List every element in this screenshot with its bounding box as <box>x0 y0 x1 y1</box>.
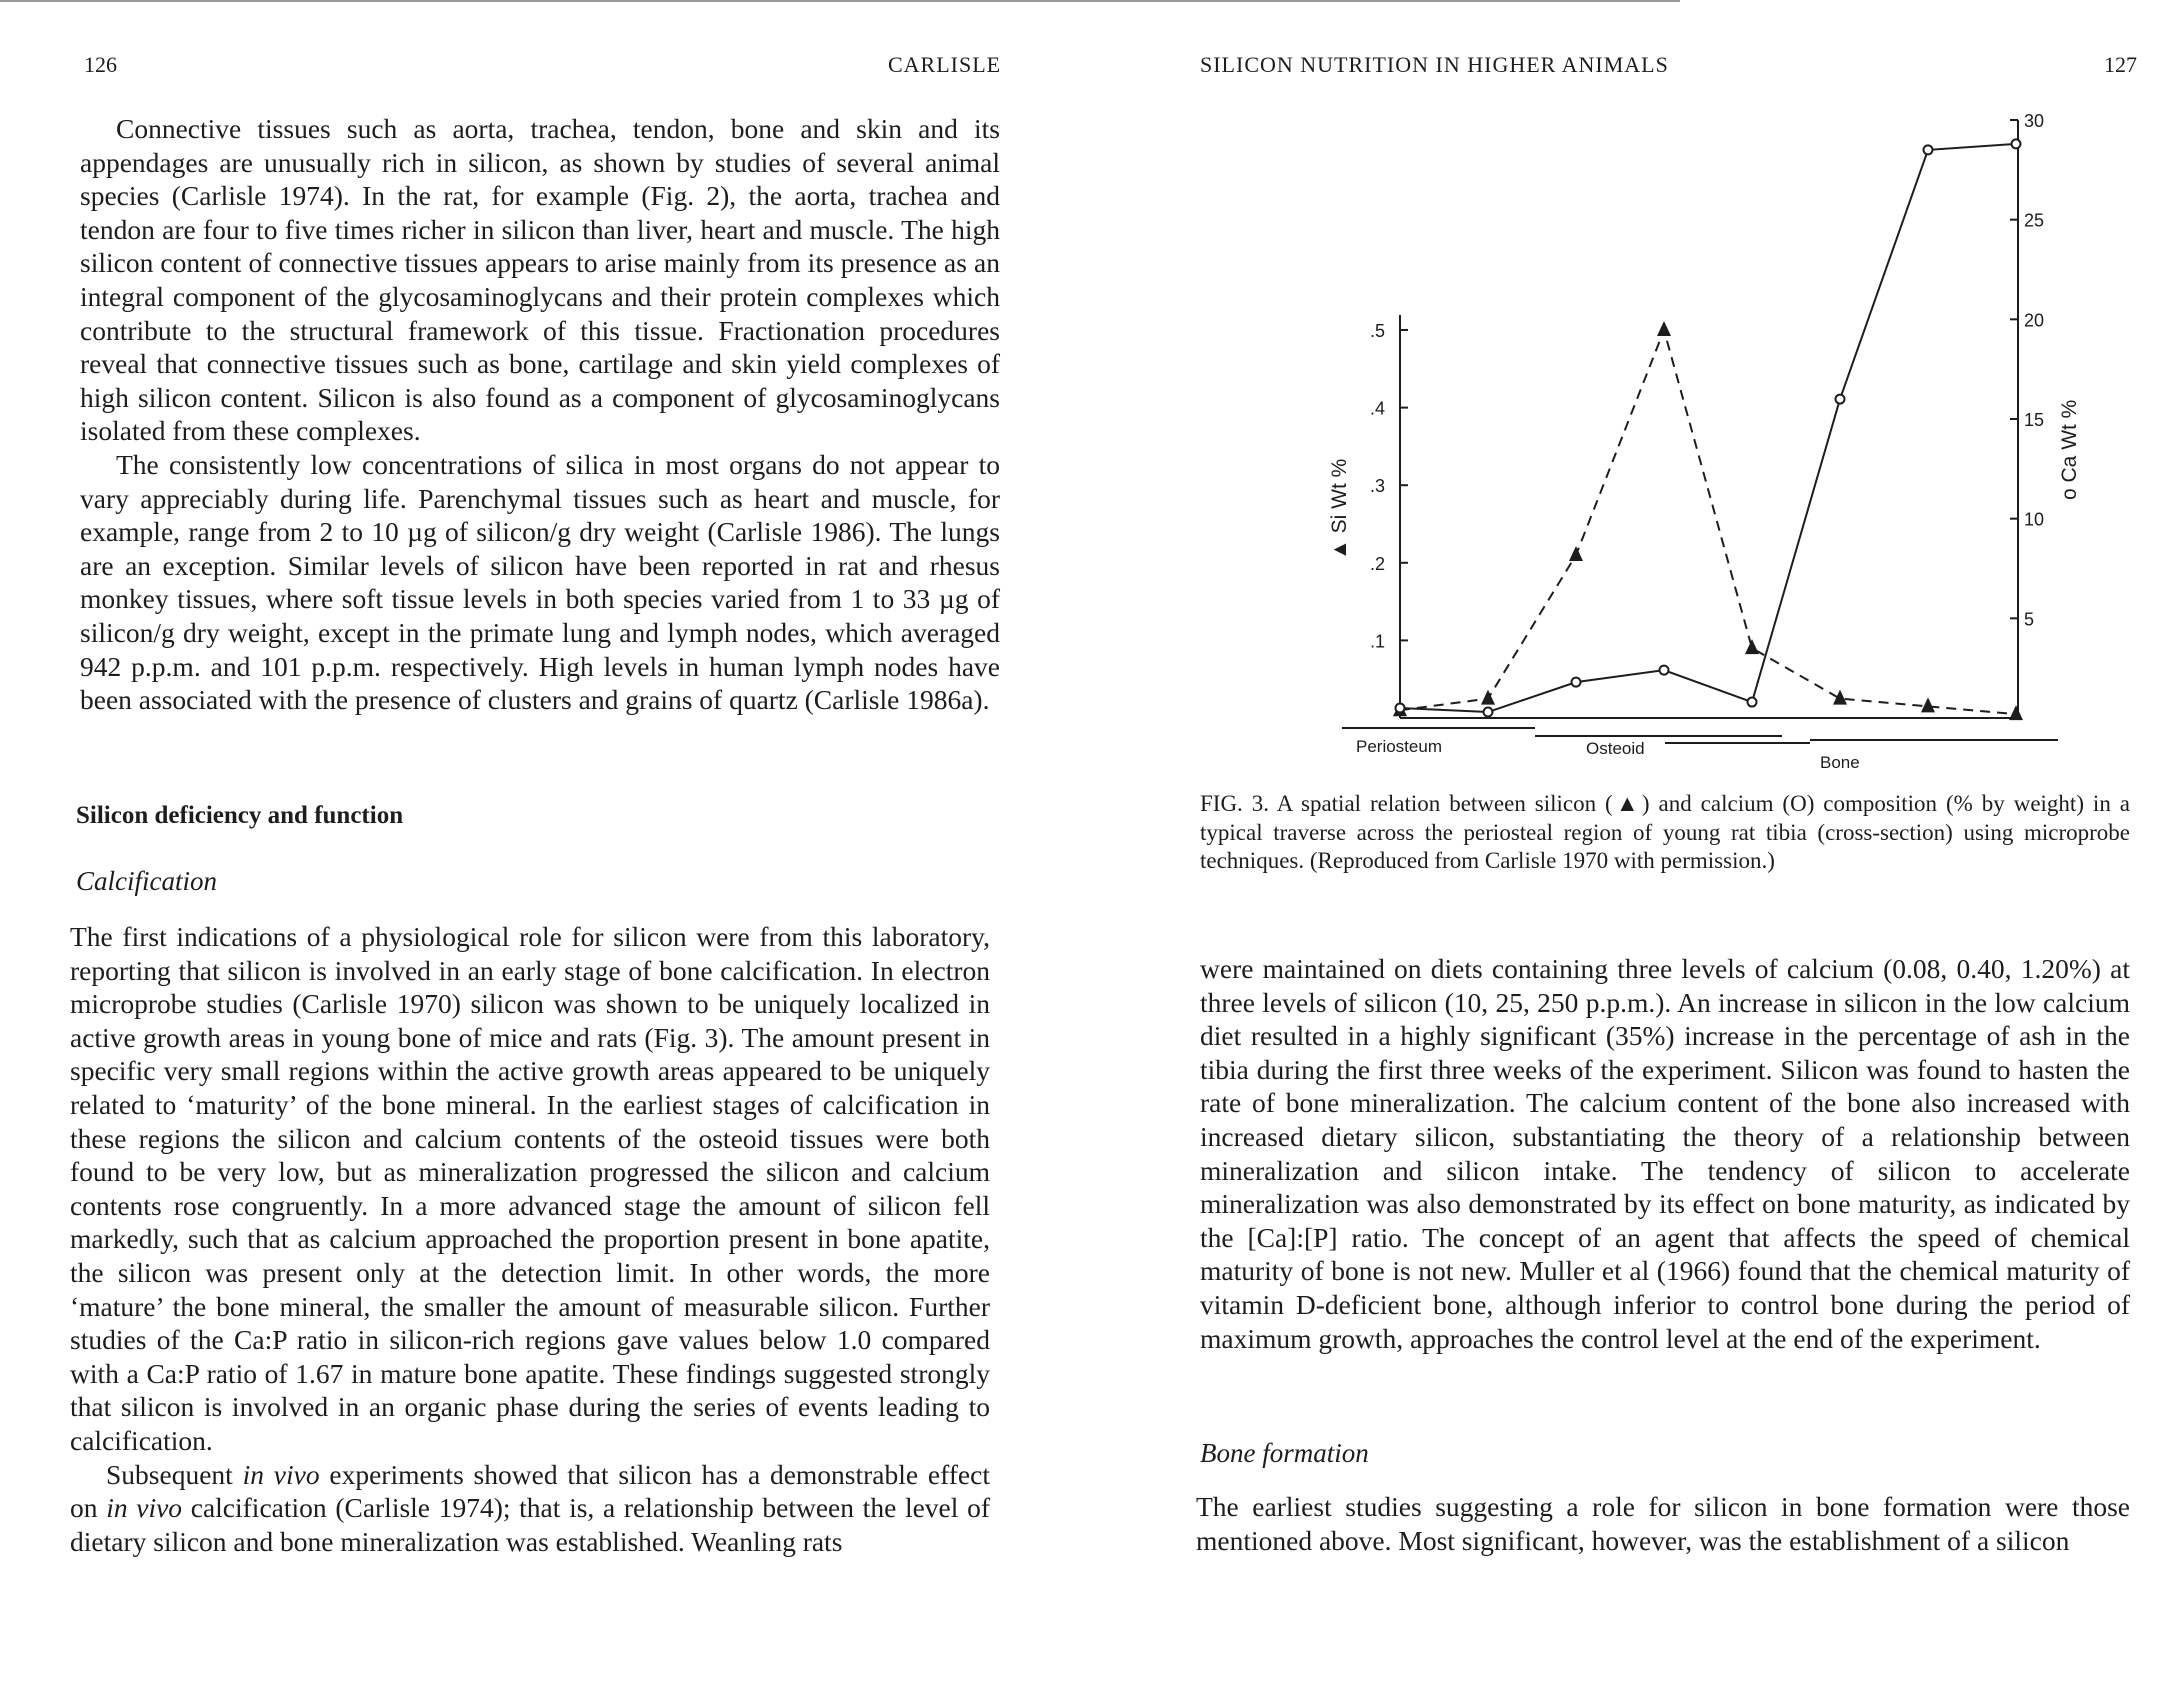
ca-data-point <box>1748 698 1757 707</box>
left-intro-text <box>80 112 1000 717</box>
ca-data-point <box>2012 139 2021 148</box>
y-right-tick-label: 20 <box>2024 310 2045 331</box>
paragraph: were maintained on diets containing three levels of calcium (0.08, 0.40, 1.20%) at three levels of silicon (10, 25, 250 p.p.m.). An increase in silicon in the low calcium diet resulted in a highly significant (35%) increase in the percentage of ash in the tibia during the first three weeks of the experiment. Silicon was found to hasten the rate of bone mineralization. The calcium content of the bone also increased with increased dietary silicon, substantiating the theory of a relationship between mineralization and silicon intake. The tendency of silicon to accelerate mineralization was also demonstrated by its effect on bone maturity, as indicated by the [Ca]:[P] ratio. The concept of an agent that affects the speed of chemical maturity of bone is not new. Muller et al (1966) found that the chemical maturity of vitamin D-deficient bone, although inferior to control bone during the period of maximum growth, approaches the control level at the end of the experiment. <box>1200 953 2130 1354</box>
right-page <box>1080 0 2164 1700</box>
y-right-tick-label: 30 <box>2024 111 2045 131</box>
si-data-point <box>1921 697 1935 712</box>
y-right-tick-label: 10 <box>2024 509 2045 530</box>
left-calcification-text <box>70 920 990 1558</box>
paragraph: Subsequent in vivo experiments showed that silicon has a demonstrable effect on in vivo calcification (Carlisle 1974); that is, a relationship between the level of dietary silicon and bone mineralization was established. Weanling rats <box>70 1458 990 1557</box>
y-right-label: o Ca Wt % <box>2058 399 2081 500</box>
bone-formation-heading: Bone formation <box>1200 1438 1369 1468</box>
y-left-tick-label: .3 <box>1370 476 1386 497</box>
y-left-tick-label: .1 <box>1370 631 1386 652</box>
ca-data-point <box>1484 708 1493 717</box>
section-heading: Silicon deficiency and function <box>76 802 404 829</box>
figure-3-caption: FIG. 3. A spatial relation between silicon (▲) and calcium (O) composition (% by weight) in a typical traverse across the periosteal region of young rat tibia (cross-section) using microprobe techniques. (Reproduced from Carlisle 1970 with permission.) <box>1200 791 2130 874</box>
paragraph: The first indications of a physiological role for silicon were from this laboratory, reporting that silicon is involved in an early stage of bone calcification. In electron microprobe studies (Carlisle 1970) silicon was shown to be uniquely localized in active growth areas in young bone of mice and rats (Fig. 3). The amount present in specific very small regions within the active growth areas appeared to be uniquely related to ‘maturity’ of the bone mineral. In the earliest stages of calcification in these regions the silicon and calcium contents of the osteoid tissues were both found to be very low, but as mineralization progressed the silicon and calcium contents rose congruently. In a more advanced stage the amount of silicon fell markedly, such that as calcium approached the proportion present in bone apatite, the silicon was present only at the detection limit. In other words, the more ‘mature’ the bone mineral, the smaller the amount of measurable silicon. Further studies of the Ca:P ratio in silicon-rich regions gave values below 1.0 compared with a Ca:P ratio of 1.67 in mature bone apatite. These findings suggested strongly that silicon is involved in an organic phase during the series of events leading to calcification. <box>70 921 990 1456</box>
y-left-tick-label: .5 <box>1370 321 1386 341</box>
series-line-circle <box>1400 144 2016 712</box>
ca-data-point <box>1660 666 1669 675</box>
ca-data-point <box>1836 395 1845 404</box>
paragraph: The earliest studies suggesting a role for silicon in bone formation were those mentioned above. Most significant, however, was the establishment of a silicon <box>1196 1491 2130 1556</box>
left-page <box>0 0 1080 1700</box>
ca-data-point <box>1396 704 1405 713</box>
right-running-head: SILICON NUTRITION IN HIGHER ANIMALS <box>1200 52 1669 77</box>
y-left-tick-label: .2 <box>1370 553 1386 574</box>
y-left-label: ▲ Si Wt % <box>1328 458 1351 560</box>
y-right-tick-label: 15 <box>2024 410 2045 430</box>
si-data-point <box>1833 690 1847 705</box>
right-body-text-1 <box>1200 952 2130 1355</box>
series-line-triangle <box>1400 330 2016 714</box>
si-data-point <box>1481 690 1495 705</box>
region-label-bone: Bone <box>1820 753 1860 772</box>
right-page-number: 127 <box>2104 52 2137 77</box>
figure-3-chart <box>1290 100 2110 780</box>
subsection-heading: Calcification <box>76 866 217 896</box>
right-body-text-2 <box>1196 1490 2130 1557</box>
si-data-point <box>1569 546 1583 561</box>
region-label-periosteum: Periosteum <box>1356 737 1442 756</box>
si-data-point <box>2009 705 2023 720</box>
y-right-tick-label: 5 <box>2024 609 2035 630</box>
region-label-osteoid: Osteoid <box>1586 739 1645 758</box>
ca-data-point <box>1924 145 1933 154</box>
left-running-head: CARLISLE <box>888 52 1002 77</box>
si-data-point <box>1657 321 1671 336</box>
left-page-number: 126 <box>84 52 117 77</box>
paragraph: The consistently low concentrations of silica in most organs do not appear to vary appreciably during life. Parenchymal tissues such as heart and muscle, for example, range from 2 to 10 µg of silicon/g dry weight (Carlisle 1986). The lungs are an exception. Similar levels of silicon have been reported in rat and rhesus monkey tissues, where soft tissue levels in both species varied from 1 to 33 µg of silicon/g dry weight, except in the primate lung and lymph nodes, which averaged 942 p.p.m. and 101 p.p.m. respectively. High levels in human lymph nodes have been associated with the presence of clusters and grains of quartz (Carlisle 1986a). <box>80 448 1000 716</box>
ca-data-point <box>1572 678 1581 687</box>
y-right-tick-label: 25 <box>2024 210 2045 231</box>
si-data-point <box>1745 639 1759 654</box>
y-left-tick-label: .4 <box>1370 398 1386 419</box>
paragraph: Connective tissues such as aorta, trachea, tendon, bone and skin and its appendages are unusually rich in silicon, as shown by studies of several animal species (Carlisle 1974). In the rat, for example (Fig. 2), the aorta, trachea and tendon are four to five times richer in silicon than liver, heart and muscle. The high silicon content of connective tissues appears to arise mainly from its presence as an integral component of the glycosaminoglycans and their protein complexes which contribute to the structural framework of this tissue. Fractionation procedures reveal that connective tissues such as bone, cartilage and skin yield complexes of high silicon content. Silicon is also found as a component of glycosaminoglycans isolated from these complexes. <box>80 113 1000 447</box>
